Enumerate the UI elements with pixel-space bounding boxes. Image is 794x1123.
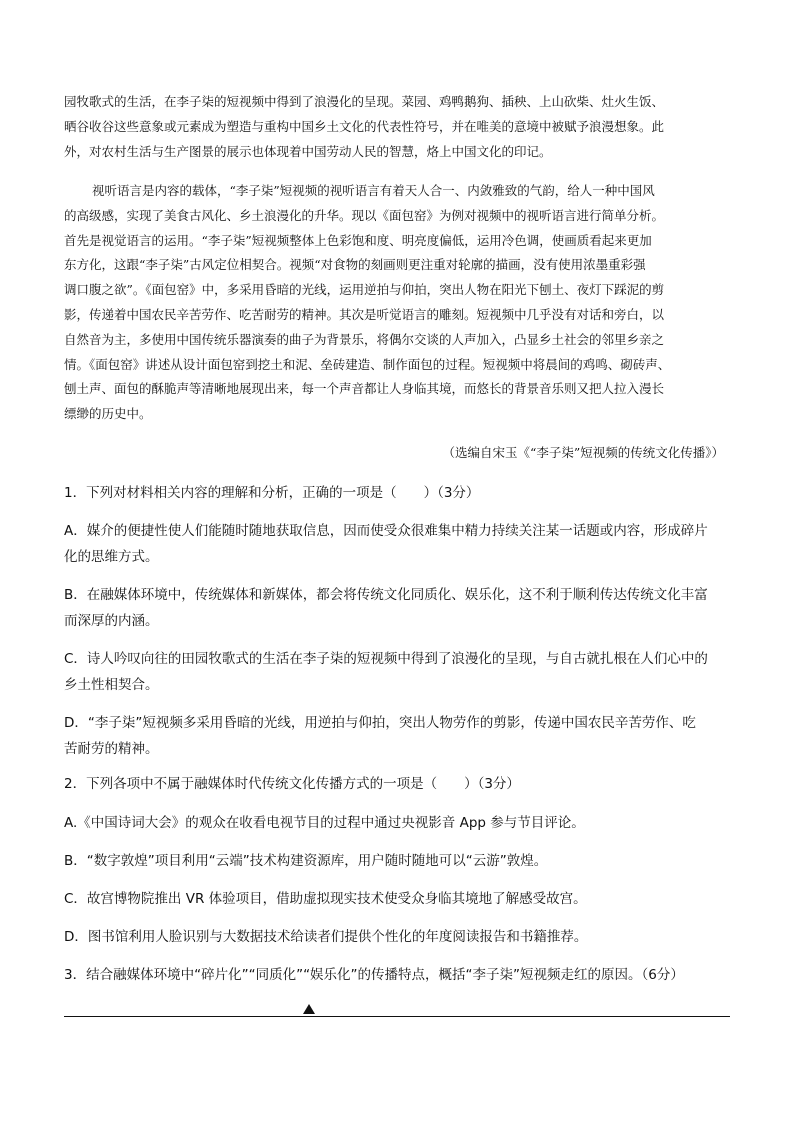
passage-p2-line-9: 刨土声、面包的酥脆声等清晰地展现出来，每一个声音都让人身临其境，而悠长的背景音乐则又把人拉入漫长	[64, 381, 665, 396]
question-1-option-c-line-1: C．诗人吟叹向往的田园牧歌式的生活在李子柒的短视频中得到了浪漫化的呈现，与自古就扎根在人们心中的	[64, 651, 708, 667]
passage-p2-line-7: 自然音为主，多使用中国传统乐器演奏的曲子为背景乐，将偶尔交谈的人声加入，凸显乡土社会的邻里乡亲之	[64, 332, 665, 347]
passage-p1-line-2: 晒谷收谷这些意象或元素成为塑造与重构中国乡土文化的代表性符号，并在唯美的意境中被赋予浪漫想象。此	[64, 119, 665, 134]
passage-p2-line-2: 的高级感，实现了美食古风化、乡土浪漫化的升华。现以《面包窑》为例对视频中的视听语言进行简单分析。	[64, 208, 665, 223]
passage-p1-line-3: 外，对农村生活与生产图景的展示也体现着中国劳动人民的智慧，烙上中国文化的印记。	[64, 144, 552, 159]
question-2-stem: 2．下列各项中不属于融媒体时代传统文化传播方式的一项是（ ）（3分）	[64, 776, 520, 792]
passage-p2-line-5: 调口腹之欲”。《面包窑》中，多采用昏暗的光线，运用逆拍与仰拍，突出人物在阳光下刨土、夜灯下踩泥的剪	[64, 282, 665, 297]
passage-p2-line-3: 首先是视觉语言的运用。“李子柒”短视频整体上色彩饱和度、明亮度偏低，运用冷色调，使画质看起来更加	[64, 233, 652, 248]
passage-p2-line-6: 影，传递着中国农民辛苦劳作、吃苦耐劳的精神。其次是听觉语言的雕刻。短视频中几乎没有对话和旁白，以	[64, 307, 665, 322]
question-2-option-a: A.《中国诗词大会》的观众在收看电视节目的过程中通过央视影音 App 参与节目评论。	[64, 815, 585, 831]
question-2-option-b: B．“数字敦煌”项目利用“云端”技术构建资源库，用户随时随地可以“云游”敦煌。	[64, 853, 548, 869]
question-1-option-a-line-2: 化的思维方式。	[64, 549, 159, 565]
question-1-option-b-line-1: B．在融媒体环境中，传统媒体和新媒体，都会将传统文化同质化、娱乐化，这不利于顺利传达传统文化丰富	[64, 587, 708, 603]
passage-p1-line-1: 园牧歌式的生活，在李子柒的短视频中得到了浪漫化的呈现。菜园、鸡鸭鹅狗、插秧、上山砍柴、灶火生饭、	[64, 94, 665, 109]
question-1-stem: 1．下列对材料相关内容的理解和分析，正确的一项是（ ）（3分）	[64, 485, 480, 501]
passage-p2-line-10: 缥缈的历史中。	[64, 406, 152, 421]
question-1-option-d-line-1: D．“李子柒”短视频多采用昏暗的光线，用逆拍与仰拍，突出人物劳作的剪影，传递中国农民辛苦劳作、吃	[64, 715, 696, 731]
passage-p2-line-4: 东方化，这跟“李子柒”古风定位相契合。视频“对食物的刻画则更注重对轮廓的描画，没有使用浓墨重彩强	[64, 257, 646, 272]
answer-marker-icon	[303, 1004, 315, 1014]
answer-line[interactable]	[64, 1016, 730, 1017]
question-2-option-c: C．故宫博物院推出 VR 体验项目，借助虚拟现实技术使受众身临其境地了解感受故宫。	[64, 891, 587, 907]
question-3-stem: 3．结合融媒体环境中“碎片化”“同质化”“娱乐化”的传播特点，概括“李子柒”短视频走红的原因。（6分）	[64, 967, 684, 983]
question-1-option-d-line-2: 苦耐劳的精神。	[64, 741, 159, 757]
question-1-option-a-line-1: A．媒介的便捷性使人们能随时随地获取信息，因而使受众很难集中精力持续关注某一话题或内容，形成碎片	[64, 523, 708, 539]
passage-source: （选编自宋玉《“李子柒”短视频的传统文化传播》）	[442, 445, 724, 460]
passage-p2-line-8: 情。《面包窑》讲述从设计面包窑到挖土和泥、垒砖建造、制作面包的过程。短视频中将晨间的鸡鸣、砌砖声、	[64, 357, 671, 372]
question-1-option-b-line-2: 而深厚的内涵。	[64, 613, 159, 629]
passage-p2-line-1: 视听语言是内容的载体，“李子柒”短视频的视听语言有着天人合一、内敛雅致的气韵，给人一种中国风	[92, 183, 655, 198]
question-1-option-c-line-2: 乡土性相契合。	[64, 677, 159, 693]
question-2-option-d: D．图书馆利用人脸识别与大数据技术给读者们提供个性化的年度阅读报告和书籍推荐。	[64, 929, 588, 945]
